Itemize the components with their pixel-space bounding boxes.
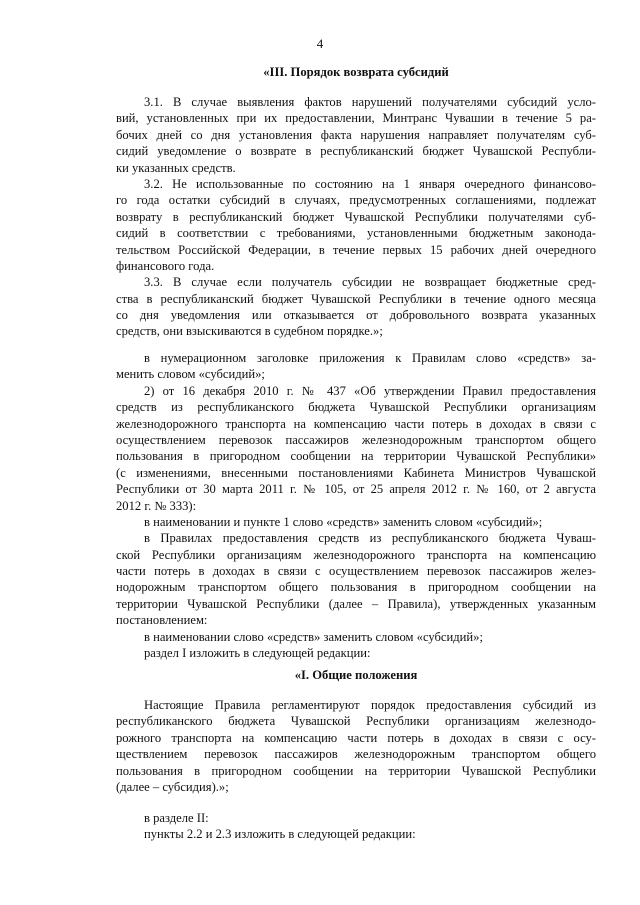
paragraph-line: сидий в соответствии с требованиями, установленными бюджетным законода- <box>116 226 596 241</box>
paragraph-line: менить словом «субсидий»; <box>116 367 265 382</box>
paragraph-line: Настоящие Правила регламентируют порядок предоставления субсидий из <box>144 698 596 712</box>
paragraph-line: в разделе II: <box>144 811 209 825</box>
paragraph-line: осуществлением перевозок пассажиров железнодорожным транспортом общего <box>116 432 596 447</box>
section-1-body <box>116 697 596 795</box>
paragraph-line: железнодорожного транспорта на компенсацию части потерь в доходах в связи с <box>116 416 596 431</box>
paragraph-line: 3.2. Не использованные по состоянию на 1 января очередного финансово- <box>144 176 596 191</box>
paragraph-line: нодорожным транспортом общего пользования в пригородном сообщении на <box>116 580 596 595</box>
paragraph-line: 3.3. В случае если получатель субсидии не возвращает бюджетные сред- <box>144 275 596 290</box>
page-number: 4 <box>316 36 324 51</box>
paragraph-line: в Правилах предоставления средств из республиканского бюджета Чуваш- <box>144 531 596 546</box>
paragraph-line: ской Республики организациям железнодорожного транспорта на компенсацию <box>116 547 596 562</box>
paragraph-line: 2012 г. № 333): <box>116 498 197 513</box>
paragraph-line: (далее – субсидия).»; <box>116 779 229 794</box>
paragraph-line: пункты 2.2 и 2.3 изложить в следующей редакции: <box>144 827 416 842</box>
section-2-body <box>116 810 596 843</box>
paragraph-line: в нумерационном заголовке приложения к Правилам слово «средств» за- <box>144 351 596 365</box>
paragraph-line: ществлением перевозок пассажиров железнодорожным транспортом общего <box>116 747 596 762</box>
paragraph-line: го года остатки субсидий в случаях, предусмотренных соглашениями, подлежат <box>116 193 596 208</box>
section-3-heading-block <box>116 64 596 80</box>
paragraph-line: пользования в пригородном сообщении на территории Чувашской Республики <box>116 763 596 778</box>
paragraph-line: тельством Российской Федерации, в течение первых 15 рабочих дней очередного <box>116 242 596 257</box>
paragraph-line: постановлением: <box>116 613 208 628</box>
paragraph-line: рожного транспорта на компенсацию части потерь в доходах в связи с осу- <box>116 730 596 745</box>
paragraph-line: бочих дней со дня установления факта нарушения направляет получателям суб- <box>116 127 596 142</box>
section-3-heading: «III. Порядок возврата субсидий <box>263 65 449 79</box>
paragraph-line: 3.1. В случае выявления фактов нарушений получателями субсидий усло- <box>144 95 596 109</box>
paragraph-line: возврату в республиканский бюджет Чувашской Республики получателями суб- <box>116 209 596 224</box>
amendments-body <box>116 350 596 661</box>
paragraph-line: сидий уведомление о возврате в республиканский бюджет Чувашской Республи- <box>116 144 596 159</box>
paragraph-line: в наименовании и пункте 1 слово «средств» заменить словом «субсидий»; <box>144 514 543 529</box>
paragraph-line: средств из республиканского бюджета Чувашской Республики организациям <box>116 400 596 415</box>
paragraph-line: в наименовании слово «средств» заменить словом «субсидий»; <box>144 629 483 644</box>
section-1-heading: «I. Общие положения <box>294 668 418 682</box>
paragraph-line: ства в республиканский бюджет Чувашской Республики в течение одного месяца <box>116 291 596 306</box>
paragraph-line: республиканского бюджета Чувашской Республики организациям железнодо- <box>116 714 596 729</box>
paragraph-line: средств, они взыскиваются в судебном порядке.»; <box>116 324 383 339</box>
paragraph-line: части потерь в доходах в связи с осуществлением перевозок пассажиров желез- <box>116 564 596 579</box>
paragraph-line: 2) от 16 декабря 2010 г. № 437 «Об утверждении Правил предоставления <box>144 383 596 398</box>
paragraph-line: финансового года. <box>116 258 215 273</box>
paragraph-line: ки указанных средств. <box>116 160 236 175</box>
paragraph-line: территории Чувашской Республики (далее – Правила), утвержденных указанным <box>116 596 596 611</box>
paragraph-line: со дня уведомления или отказывается от добровольного возврата указанных <box>116 308 596 323</box>
paragraph-line: вий, установленных при их предоставлении, Минтранс Чувашии в течение 5 ра- <box>116 111 596 126</box>
section-1-heading-block <box>116 667 596 683</box>
paragraph-line: (с изменениями, внесенными постановлениями Кабинета Министров Чувашской <box>116 465 596 480</box>
paragraph-line: Республики от 30 марта 2011 г. № 105, от 25 апреля 2012 г. № 160, от 2 августа <box>116 482 596 497</box>
paragraph-line: раздел I изложить в следующей редакции: <box>144 646 371 661</box>
section-3-body <box>116 94 596 340</box>
paragraph-line: пользования в пригородном сообщении на территории Чувашской Республики» <box>116 449 596 464</box>
